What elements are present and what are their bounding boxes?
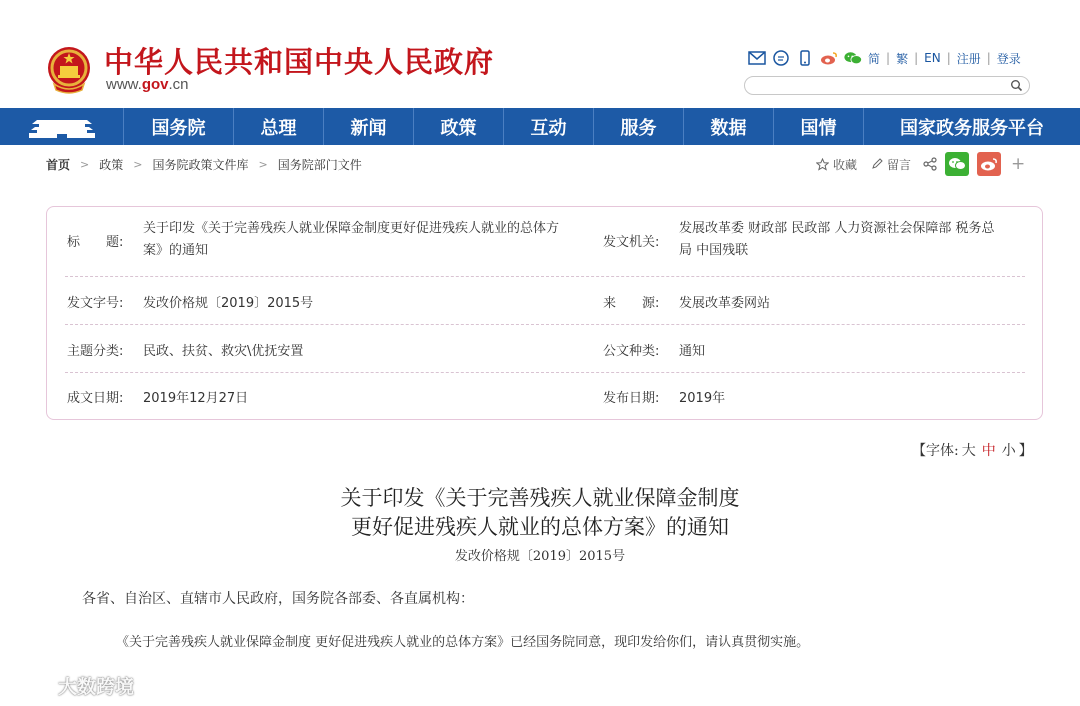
font-size-open: 【字体: xyxy=(912,443,959,459)
title-value xyxy=(143,218,593,262)
wechat-icon[interactable] xyxy=(844,49,862,67)
site-url-suffix: .cn xyxy=(168,76,189,93)
site-header xyxy=(0,0,1080,108)
source-value: 发展改革委网站 xyxy=(679,296,771,311)
favorite-button[interactable] xyxy=(816,156,857,173)
tiananmen-icon xyxy=(27,114,97,140)
nav-item-national-profile[interactable]: 国情 xyxy=(774,108,864,145)
info-row-title-issuer xyxy=(65,207,1025,277)
star-icon xyxy=(816,158,829,171)
source-label: 来 源: xyxy=(603,296,660,311)
published-date-label: 发布日期: xyxy=(603,391,660,406)
issuer-value xyxy=(679,218,1025,262)
doctype-value: 通知 xyxy=(679,344,706,359)
article-title-line2: 更好促进残疾人就业的总体方案》的通知 xyxy=(351,515,729,539)
site-url-prefix: www. xyxy=(106,76,142,93)
nav-item-policy[interactable]: 政策 xyxy=(414,108,504,145)
login-link[interactable]: 登录 xyxy=(996,51,1021,66)
nav-item-data[interactable]: 数据 xyxy=(684,108,774,145)
search-box[interactable] xyxy=(744,76,1030,95)
traditional-chinese-link[interactable]: 繁 xyxy=(896,51,909,66)
article-title-line1: 关于印发《关于完善残疾人就业保障金制度 xyxy=(340,486,740,510)
breadcrumb-separator: > xyxy=(80,158,90,171)
nav-item-services[interactable]: 服务 xyxy=(594,108,684,145)
breadcrumb-policy[interactable]: 政策 xyxy=(99,158,124,172)
nav-item-interaction[interactable]: 互动 xyxy=(504,108,594,145)
weibo-icon[interactable] xyxy=(820,49,838,67)
article-salutation: 各省、自治区、直辖市人民政府，国务院各部委、各直属机构： xyxy=(82,591,474,607)
site-url-gov: gov xyxy=(141,76,169,93)
doctype-label: 公文种类: xyxy=(603,344,660,359)
issuer-value-line1: 发展改革委 财政部 民政部 人力资源社会保障部 税务总 xyxy=(679,221,995,236)
header-toolbar xyxy=(748,48,1021,68)
title-value-line1: 关于印发《关于完善残疾人就业保障金制度更好促进残疾人就业的总体方 xyxy=(143,221,560,236)
wechat-icon xyxy=(948,157,966,171)
breadcrumb-separator: > xyxy=(258,158,268,171)
weibo-share-button[interactable] xyxy=(977,152,1001,176)
breadcrumb-separator: > xyxy=(133,158,143,171)
title-label: 标 题: xyxy=(67,235,124,250)
comment-button[interactable] xyxy=(871,156,911,173)
topic-value: 民政、扶贫、救灾\优抚安置 xyxy=(143,344,304,359)
breadcrumb-policy-library[interactable]: 国务院政策文件库 xyxy=(152,158,249,172)
font-size-medium[interactable]: 中 xyxy=(981,443,996,459)
toolbar-separator: | xyxy=(886,51,891,65)
more-share-button[interactable]: + xyxy=(1011,154,1026,174)
nav-item-premier[interactable]: 总理 xyxy=(234,108,324,145)
info-row-docno-source xyxy=(65,277,1025,325)
nav-item-news[interactable]: 新闻 xyxy=(324,108,414,145)
issuer-value-line2: 局 中国残联 xyxy=(679,243,749,258)
document-info-table xyxy=(46,206,1043,420)
comment-label: 留言 xyxy=(887,157,912,172)
nav-home-logo[interactable] xyxy=(0,108,124,145)
info-row-topic-doctype xyxy=(65,325,1025,373)
breadcrumb-department-docs[interactable]: 国务院部门文件 xyxy=(277,158,362,172)
toolbar-separator: | xyxy=(986,51,991,65)
favorite-label: 收藏 xyxy=(833,157,858,172)
watermark-logo-icon xyxy=(14,675,54,697)
english-link[interactable]: EN xyxy=(924,51,941,65)
pencil-icon xyxy=(871,158,883,170)
published-date-value: 2019年 xyxy=(679,391,726,406)
message-icon[interactable] xyxy=(772,49,790,67)
breadcrumb xyxy=(46,156,362,173)
site-url[interactable] xyxy=(106,76,189,93)
nav-item-service-platform[interactable]: 国家政务服务平台 xyxy=(900,117,1044,139)
site-title[interactable]: 中华人民共和国中央人民政府 xyxy=(104,45,495,79)
watermark xyxy=(14,672,134,699)
docno-label: 发文字号: xyxy=(67,296,124,311)
wechat-share-button[interactable] xyxy=(945,152,969,176)
national-emblem-icon[interactable] xyxy=(46,44,92,94)
topic-label: 主题分类: xyxy=(67,344,124,359)
search-icon[interactable] xyxy=(1010,79,1023,92)
simplified-chinese-link[interactable]: 简 xyxy=(868,51,881,66)
register-link[interactable]: 注册 xyxy=(956,51,981,66)
nav-item-state-council[interactable]: 国务院 xyxy=(124,108,234,145)
title-value-line2: 案》的通知 xyxy=(143,243,209,258)
weibo-icon xyxy=(980,157,998,171)
share-icon[interactable] xyxy=(923,157,937,171)
mobile-icon[interactable] xyxy=(796,49,814,67)
search-input[interactable] xyxy=(755,78,1005,93)
docno-value: 发改价格规〔2019〕2015号 xyxy=(143,296,314,311)
written-date-value: 2019年12月27日 xyxy=(143,391,249,406)
watermark-text: 大数跨境 xyxy=(58,676,135,698)
written-date-label: 成文日期: xyxy=(67,391,124,406)
info-row-dates xyxy=(65,373,1025,419)
issuer-label: 发文机关: xyxy=(603,235,660,250)
font-size-close: 】 xyxy=(1018,443,1033,459)
main-nav xyxy=(0,108,1080,145)
toolbar-separator: | xyxy=(946,51,951,65)
article-body-paragraph: 《关于完善残疾人就业保障金制度 更好促进残疾人就业的总体方案》已经国务院同意，现印发给你们，请认真贯彻实施。 xyxy=(116,635,810,650)
breadcrumb-home[interactable]: 首页 xyxy=(46,158,71,172)
mail-icon[interactable] xyxy=(748,49,766,67)
article-doc-number: 发改价格规〔2019〕2015号 xyxy=(454,549,626,564)
font-size-large[interactable]: 大 xyxy=(961,443,976,459)
toolbar-separator: | xyxy=(914,51,919,65)
font-size-control xyxy=(912,440,1033,460)
article-title xyxy=(0,484,1080,542)
share-bar xyxy=(816,152,1025,176)
font-size-small[interactable]: 小 xyxy=(1001,443,1016,459)
